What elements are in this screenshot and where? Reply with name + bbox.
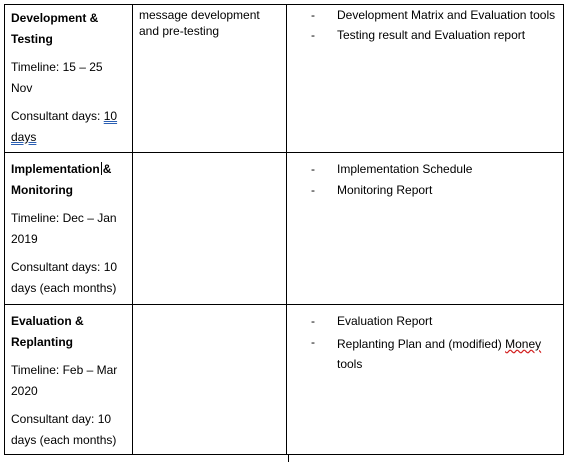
output-cell[interactable] bbox=[287, 305, 564, 455]
consultant-days: Consultant day: 10 bbox=[11, 412, 112, 426]
list-item: - Development Matrix and Evaluation tools bbox=[311, 8, 556, 22]
consultant-days-cont: days (each months) bbox=[11, 433, 117, 447]
list-item: - Replanting Plan and (modified) Money tools bbox=[311, 335, 542, 371]
stage-title: Evaluation & bbox=[11, 314, 84, 328]
text-cursor bbox=[101, 162, 102, 175]
consultant-days-cont: days (each months) bbox=[11, 281, 117, 295]
output-cell[interactable] bbox=[287, 153, 564, 305]
consultant-days-number: 10 bbox=[103, 109, 118, 123]
table-row-development bbox=[5, 5, 564, 153]
timeline-text-cont: 2019 bbox=[11, 232, 38, 246]
timeline-text: Timeline: 15 – 25 bbox=[11, 60, 103, 74]
table-row-implementation bbox=[5, 153, 564, 305]
list-item: - Monitoring Report bbox=[311, 183, 433, 197]
consultant-days-unit: days bbox=[11, 130, 37, 144]
plan-table bbox=[4, 4, 564, 455]
stage-cell[interactable] bbox=[5, 5, 133, 153]
stage-title: Implementation & bbox=[11, 162, 112, 176]
stage-title-cont: Replanting bbox=[11, 335, 73, 349]
timeline-text: Timeline: Dec – Jan bbox=[11, 211, 117, 225]
table-edge-line bbox=[288, 455, 289, 462]
activity-cell[interactable] bbox=[133, 5, 287, 153]
stage-title-cont: Testing bbox=[11, 32, 53, 46]
stage-cell[interactable] bbox=[5, 153, 133, 305]
timeline-text: Timeline: Feb – Mar bbox=[11, 363, 118, 377]
consultant-days: Consultant days: 10 bbox=[11, 109, 118, 123]
activity-cell[interactable] bbox=[133, 153, 287, 305]
timeline-text-cont: Nov bbox=[11, 81, 33, 95]
activity-text bbox=[133, 305, 286, 307]
spellcheck-word: Money bbox=[505, 337, 542, 351]
list-item: - Implementation Schedule bbox=[311, 162, 473, 176]
stage-title-cont: Monitoring bbox=[11, 183, 73, 197]
activity-text: message development and pre-testing bbox=[139, 8, 260, 38]
list-item: - Evaluation Report bbox=[311, 314, 433, 328]
output-cell[interactable] bbox=[287, 5, 564, 153]
list-item: - Testing result and Evaluation report bbox=[311, 28, 526, 42]
activity-cell[interactable] bbox=[133, 305, 287, 455]
timeline-text-cont: 2020 bbox=[11, 384, 38, 398]
table-row-evaluation bbox=[5, 305, 564, 455]
stage-cell[interactable] bbox=[5, 305, 133, 455]
consultant-days: Consultant days: 10 bbox=[11, 260, 118, 274]
stage-title: Development & bbox=[11, 11, 99, 25]
activity-text bbox=[133, 153, 286, 155]
